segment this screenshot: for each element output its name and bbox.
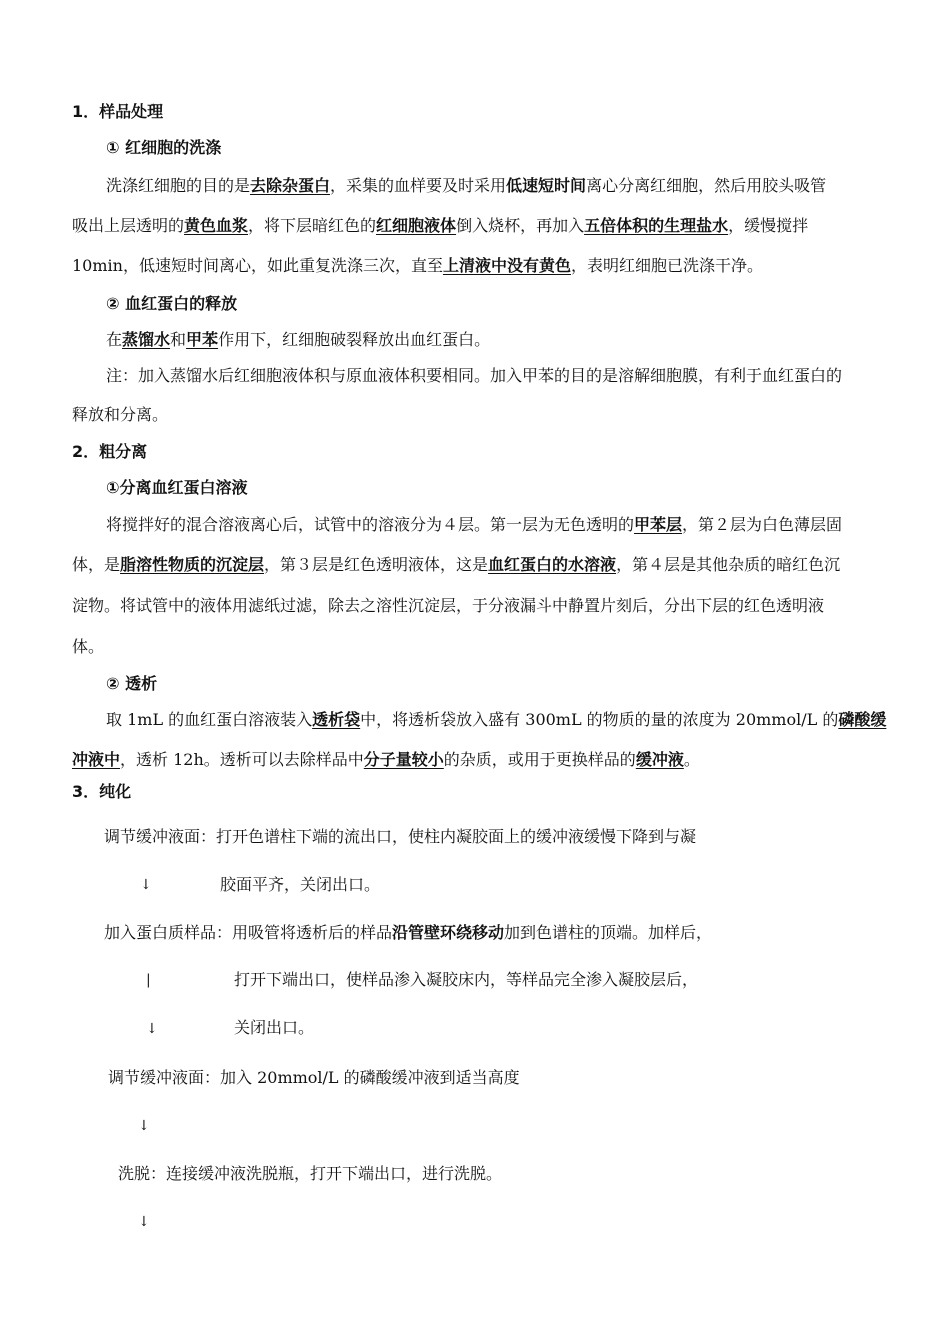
section-3-heading: 3．纯化 bbox=[72, 782, 132, 801]
key-term: 黄色血浆 bbox=[184, 216, 249, 235]
text-span: 体，是 bbox=[72, 555, 121, 574]
section-2-heading: 2．粗分离 bbox=[72, 442, 148, 461]
key-term: 低速短时间 bbox=[506, 176, 587, 195]
text-span: ，第３层是红色透明液体，这是 bbox=[264, 555, 489, 574]
key-term: 五倍体积的生理盐水 bbox=[584, 216, 729, 235]
subsection-dialysis: ② 透析 bbox=[106, 674, 158, 693]
text-span: 取 1mL 的血红蛋白溶液装入 bbox=[106, 710, 313, 729]
key-term: 血红蛋白的水溶液 bbox=[488, 555, 617, 574]
text-span: 中，将透析袋放入盛有 300mL 的物质的量的浓度为 20mmol/L 的 bbox=[360, 710, 839, 729]
paragraph-line: 淀物。将试管中的液体用滤纸过滤，除去之溶性沉淀层，于分液漏斗中静置片刻后，分出下层的红色透明液 bbox=[72, 596, 825, 615]
down-arrow-icon: ↓ bbox=[138, 1214, 150, 1230]
text-span: 离心分离红细胞，然后用胶头吸管 bbox=[586, 176, 827, 195]
text-span: 10min，低速短时间离心，如此重复洗涤三次，直至 bbox=[72, 256, 443, 275]
paragraph-line: 体。 bbox=[72, 637, 105, 656]
text-span: 将搅拌好的混合溶液离心后，试管中的溶液分为４层。第一层为无色透明的 bbox=[106, 515, 635, 534]
flow-step-elution: 洗脱：连接缓冲液洗脱瓶，打开下端出口，进行洗脱。 bbox=[118, 1164, 503, 1183]
key-term: 蒸馏水 bbox=[122, 330, 171, 349]
subsection-hemoglobin-release: ② 血红蛋白的释放 bbox=[106, 294, 238, 313]
paragraph-line bbox=[106, 710, 886, 730]
text-span: ，缓慢搅拌 bbox=[728, 216, 809, 235]
paragraph-line bbox=[106, 330, 490, 350]
paragraph-line bbox=[72, 216, 808, 236]
text-span: 吸出上层透明的 bbox=[72, 216, 185, 235]
text-span: ，透析 12h。透析可以去除样品中 bbox=[120, 750, 364, 769]
down-arrow-icon: ↓ bbox=[140, 877, 152, 893]
text-span: 加入蛋白质样品：用吸管将透析后的样品 bbox=[104, 923, 393, 942]
key-term: 去除杂蛋白 bbox=[250, 176, 331, 195]
paragraph-line bbox=[72, 555, 840, 575]
key-term: 上清液中没有黄色 bbox=[442, 256, 571, 275]
text-span: 在 bbox=[106, 330, 123, 349]
down-arrow-icon: ↓ bbox=[138, 1118, 150, 1134]
key-term: 透析袋 bbox=[312, 710, 361, 729]
key-term: 红细胞液体 bbox=[376, 216, 457, 235]
note-line: 注：加入蒸馏水后红细胞液体积与原血液体积要相同。加入甲苯的目的是溶解细胞膜，有利于血红蛋白的 bbox=[106, 366, 843, 385]
subsection-separate-hemoglobin: ①分离血红蛋白溶液 bbox=[106, 478, 248, 497]
flow-step-continuation: 关闭出口。 bbox=[234, 1018, 315, 1037]
text-span: ，第２层为白色薄层固 bbox=[682, 515, 843, 534]
flow-step-adjust-buffer-2: 调节缓冲液面：加入 20mmol/L 的磷酸缓冲液到适当高度 bbox=[108, 1068, 520, 1087]
flow-step-continuation: 打开下端出口，使样品渗入凝胶床内，等样品完全渗入凝胶层后， bbox=[234, 970, 699, 989]
paragraph-line bbox=[106, 515, 842, 535]
key-term: 冲液中 bbox=[72, 750, 121, 769]
vertical-bar-icon: | bbox=[146, 972, 151, 988]
text-span: 加到色谱柱的顶端。加样后， bbox=[504, 923, 713, 942]
key-term: 甲苯层 bbox=[634, 515, 683, 534]
key-term: 缓冲液 bbox=[635, 750, 684, 769]
down-arrow-icon: ↓ bbox=[146, 1021, 158, 1037]
key-term: 沿管壁环绕移动 bbox=[392, 923, 505, 942]
key-term: 分子量较小 bbox=[363, 750, 444, 769]
flow-step-load-sample bbox=[104, 923, 712, 943]
note-line: 释放和分离。 bbox=[72, 405, 169, 424]
paragraph-line bbox=[72, 256, 763, 276]
text-span: 倒入烧杯，再加入 bbox=[456, 216, 585, 235]
flow-step-adjust-buffer: 调节缓冲液面：打开色谱柱下端的流出口，使柱内凝胶面上的缓冲液缓慢下降到与凝 bbox=[104, 827, 697, 846]
text-span: 洗涤红细胞的目的是 bbox=[106, 176, 251, 195]
text-span: 。 bbox=[683, 750, 700, 769]
text-span: 作用下，红细胞破裂释放出血红蛋白。 bbox=[218, 330, 491, 349]
text-span: ，将下层暗红色的 bbox=[248, 216, 377, 235]
section-1-heading: 1．样品处理 bbox=[72, 102, 164, 121]
paragraph-line bbox=[106, 176, 826, 196]
key-term: 磷酸缓 bbox=[838, 710, 887, 729]
text-span: 的杂质，或用于更换样品的 bbox=[443, 750, 636, 769]
text-span: ，第４层是其他杂质的暗红色沉 bbox=[616, 555, 841, 574]
subsection-rbc-washing: ① 红细胞的洗涤 bbox=[106, 138, 222, 157]
paragraph-line bbox=[72, 750, 700, 770]
text-span: ，表明红细胞已洗涤干净。 bbox=[570, 256, 763, 275]
flow-step-continuation: 胶面平齐，关闭出口。 bbox=[220, 875, 381, 894]
text-span: 和 bbox=[170, 330, 187, 349]
key-term: 脂溶性物质的沉淀层 bbox=[120, 555, 265, 574]
key-term: 甲苯 bbox=[186, 330, 219, 349]
text-span: ，采集的血样要及时采用 bbox=[330, 176, 507, 195]
